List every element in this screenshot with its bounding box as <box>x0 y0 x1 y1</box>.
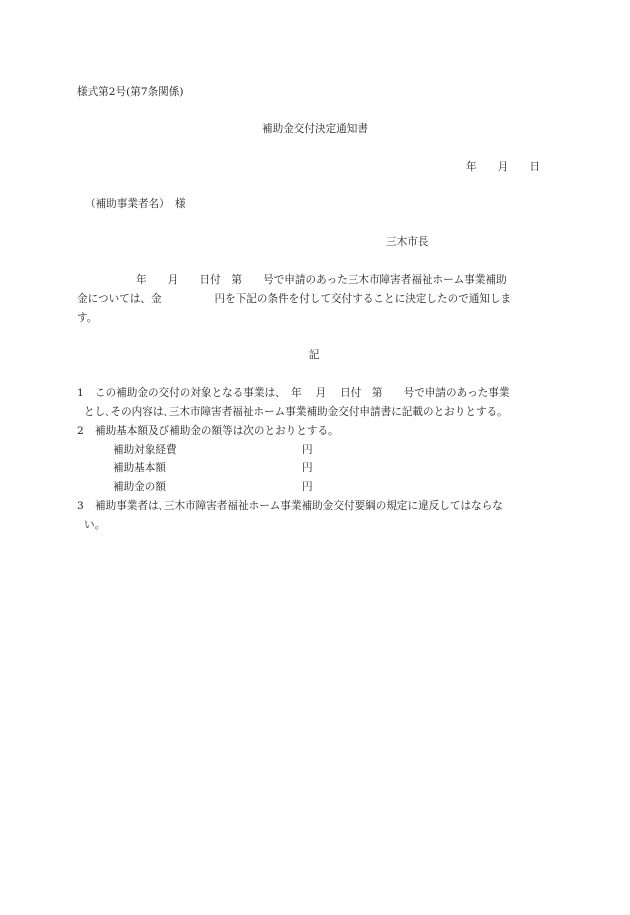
body-line-2: 金については、金 円を下記の条件を付して交付することに決定したので通知しま <box>77 293 512 305</box>
amount-unit: 円 <box>302 444 313 456</box>
document-title: 補助金交付決定通知書 <box>262 123 368 135</box>
body-line-1: 年 月 日付 第 号で申請のあった三木市障害者福祉ホーム事業補助 <box>136 274 507 286</box>
condition-text-line-1: 補助事業者は､三木市障害者福祉ホーム事業補助金交付要綱の規定に違反してはならな <box>95 500 503 512</box>
condition-number: 3 <box>77 500 84 512</box>
amount-label: 補助対象経費 <box>113 444 177 456</box>
amount-unit: 円 <box>302 462 313 474</box>
amount-label: 補助金の額 <box>113 481 166 493</box>
condition-text-line-2: とし､その内容は､三木市障害者福祉ホーム事業補助金交付申請書に記載のとおりとする。 <box>84 406 508 418</box>
issuer-name: 三木市長 <box>386 236 429 248</box>
amount-label: 補助基本額 <box>113 462 166 474</box>
condition-text: 補助基本額及び補助金の額等は次のとおりとする。 <box>95 425 339 437</box>
amount-unit: 円 <box>302 481 313 493</box>
condition-number: 2 <box>77 425 84 437</box>
form-number: 様式第2号(第7条関係) <box>77 86 184 98</box>
ki-heading: 記 <box>308 349 320 361</box>
condition-text-line-1: この補助金の交付の対象となる事業は、 年 月 日付 第 号で申請のあった事業 <box>95 387 510 399</box>
addressee: （補助事業者名） 様 <box>85 198 186 210</box>
condition-number: 1 <box>77 387 84 399</box>
date-line: 年 月 日 <box>466 161 541 173</box>
body-line-3: す。 <box>77 312 98 324</box>
condition-text-line-2: い。 <box>84 519 106 531</box>
